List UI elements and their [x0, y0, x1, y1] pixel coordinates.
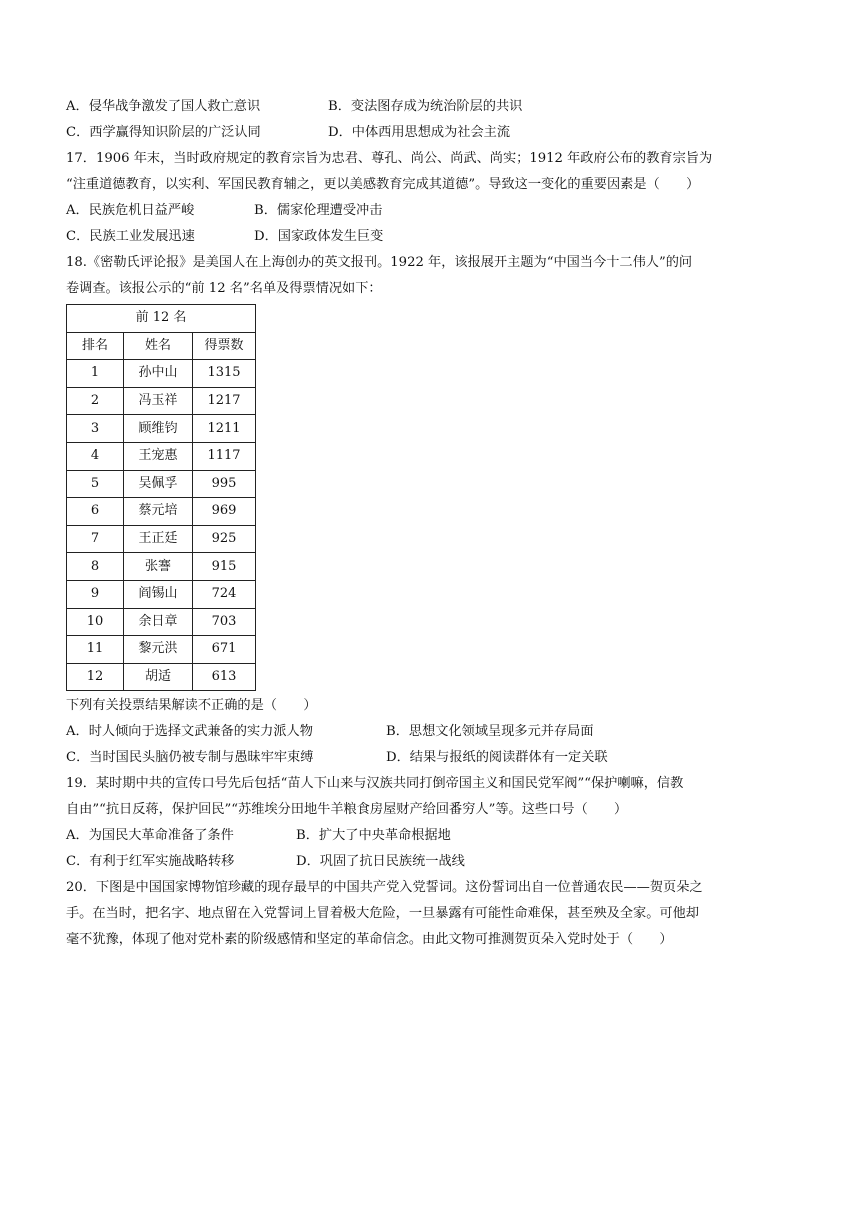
table-caption: 前 12 名 [67, 305, 256, 333]
rank-cell: 6 [67, 498, 124, 526]
q18-stem-line2: 卷调查。该报公示的“前 12 名”名单及得票情况如下： [66, 281, 382, 296]
rank-cell: 8 [67, 553, 124, 581]
name-cell: 吴佩孚 [124, 470, 193, 498]
q16-option-a: A．侵华战争激发了国人救亡意识 [66, 99, 261, 114]
name-cell: 黎元洪 [124, 636, 193, 664]
q19-option-c: C．有利于红军实施战略转移 [66, 854, 235, 870]
q17-options-row2 [66, 224, 796, 250]
header-name: 姓名 [124, 332, 193, 360]
rank-cell: 1 [67, 360, 124, 388]
rank-cell: 10 [67, 608, 124, 636]
rank-cell: 2 [67, 387, 124, 415]
name-cell: 王宠惠 [124, 442, 193, 470]
q19-stem-line1: 19．某时期中共的宣传口号先后包括“苗人下山来与汉族共同打倒帝国主义和国民党军阀”“保护喇嘛，信教 [66, 776, 684, 792]
q19-option-b: B．扩大了中央革命根据地 [296, 828, 451, 844]
q17-option-d: D．国家政体发生巨变 [254, 229, 384, 244]
rank-cell: 11 [67, 636, 124, 664]
rank-cell: 4 [67, 442, 124, 470]
votes-cell: 995 [193, 470, 256, 498]
q18-question: 下列有关投票结果解读不正确的是（ ） [66, 698, 317, 714]
name-cell: 王正廷 [124, 525, 193, 553]
votes-cell: 1217 [193, 387, 256, 415]
q18-option-a: A．时人倾向于选择文武兼备的实力派人物 [66, 724, 313, 740]
votes-cell: 1315 [193, 360, 256, 388]
header-rank: 排名 [67, 332, 124, 360]
table-row [67, 525, 256, 553]
table-row [67, 470, 256, 498]
rank-cell: 12 [67, 663, 124, 691]
q18-options-row1 [66, 719, 796, 745]
table-row [67, 415, 256, 443]
name-cell: 张謇 [124, 553, 193, 581]
q16-options-row1 [66, 94, 796, 120]
q18-option-c: C．当时国民头脑仍被专制与愚昧牢牢束缚 [66, 750, 314, 766]
votes-cell: 1211 [193, 415, 256, 443]
table-row [67, 553, 256, 581]
q19-stem-line2: 自由”“抗日反蒋，保护回民”“苏维埃分田地牛羊粮食房屋财产给回番穷人”等。这些口号（ ） [66, 802, 628, 818]
name-cell: 冯玉祥 [124, 387, 193, 415]
votes-cell: 671 [193, 636, 256, 664]
table-row [67, 387, 256, 415]
votes-cell: 915 [193, 553, 256, 581]
table-row [67, 580, 256, 608]
q19-options-row2 [66, 849, 796, 875]
q17-stem-line1: 17．1906 年末，当时政府规定的教育宗旨为忠君、尊孔、尚公、尚武、尚实；1912 年政府公布的教育宗旨为 [66, 151, 713, 166]
rank-cell: 9 [67, 580, 124, 608]
header-votes: 得票数 [193, 332, 256, 360]
exam-page [66, 94, 796, 953]
table-row [67, 442, 256, 470]
q20-stem-line2: 手。在当时，把名字、地点留在入党誓词上冒着极大危险，一旦暴露有可能性命难保，甚至殃及全家。可他却 [66, 906, 699, 922]
q16-option-c: C．西学赢得知识阶层的广泛认同 [66, 125, 261, 140]
name-cell: 余日章 [124, 608, 193, 636]
rank-cell: 7 [67, 525, 124, 553]
rank-cell: 3 [67, 415, 124, 443]
table-row [67, 608, 256, 636]
name-cell: 蔡元培 [124, 498, 193, 526]
q18-option-d: D．结果与报纸的阅读群体有一定关联 [386, 750, 608, 766]
name-cell: 胡适 [124, 663, 193, 691]
q19-options-row1 [66, 823, 796, 849]
q18-option-b: B．思想文化领域呈现多元并存局面 [386, 724, 594, 740]
q16-option-b: B．变法图存成为统治阶层的共识 [328, 99, 523, 114]
votes-cell: 703 [193, 608, 256, 636]
name-cell: 阎锡山 [124, 580, 193, 608]
q17-stem-line2: “注重道德教育，以实利、军国民教育辅之，更以美感教育完成其道德”。导致这一变化的重要因素是（ ） [66, 177, 700, 192]
votes-cell: 1117 [193, 442, 256, 470]
votes-cell: 969 [193, 498, 256, 526]
name-cell: 顾维钧 [124, 415, 193, 443]
q16-option-d: D．中体西用思想成为社会主流 [328, 125, 511, 140]
q17-options-row1 [66, 198, 796, 224]
table-body [67, 360, 256, 691]
q17-option-a: A．民族危机日益严峻 [66, 203, 195, 218]
table-row [67, 360, 256, 388]
q20-stem-line1: 20．下图是中国国家博物馆珍藏的现存最早的中国共产党入党誓词。这份誓词出自一位普通农民——贺页朵之 [66, 880, 703, 896]
q19-option-a: A．为国民大革命准备了条件 [66, 828, 234, 844]
q17-option-c: C．民族工业发展迅速 [66, 229, 195, 244]
q17-option-b: B．儒家伦理遭受冲击 [254, 203, 383, 218]
votes-cell: 925 [193, 525, 256, 553]
table-row [67, 663, 256, 691]
votes-cell: 613 [193, 663, 256, 691]
q19-option-d: D．巩固了抗日民族统一战线 [296, 854, 465, 870]
q18-options-row2 [66, 745, 796, 771]
rank-cell: 5 [67, 470, 124, 498]
q20-stem-line3: 毫不犹豫，体现了他对党朴素的阶级感情和坚定的革命信念。由此文物可推测贺页朵入党时处于（ ） [66, 932, 673, 948]
table-row [67, 636, 256, 664]
votes-cell: 724 [193, 580, 256, 608]
name-cell: 孙中山 [124, 360, 193, 388]
q16-options-row2 [66, 120, 796, 146]
q18-stem-line1: 18.《密勒氏评论报》是美国人在上海创办的英文报刊。1922 年，该报展开主题为“中国当今十二伟人”的问 [66, 255, 693, 270]
ranking-table [66, 304, 256, 691]
table-row [67, 498, 256, 526]
